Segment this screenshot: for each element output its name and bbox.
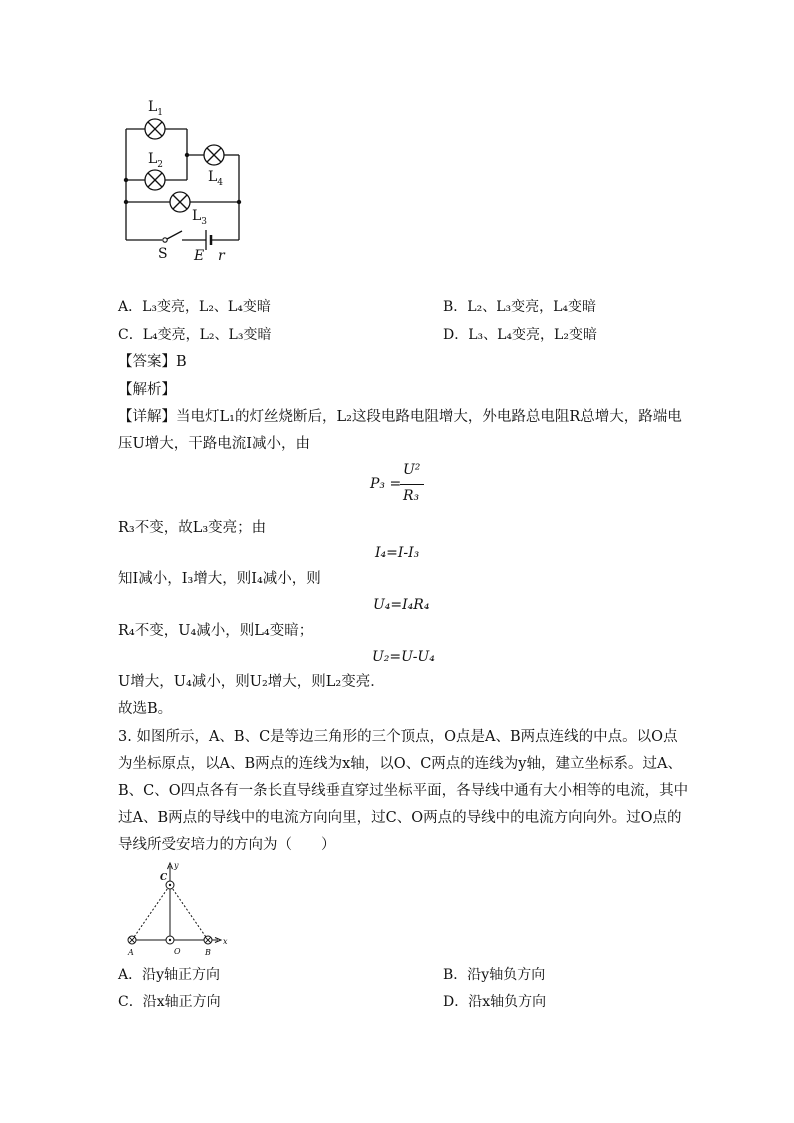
- lamp-l2-icon: [145, 170, 165, 190]
- label-l3: $L_3$: [192, 208, 208, 227]
- text-u: U增大，U₄减小，则U₂增大，则L₂变亮．: [118, 674, 385, 690]
- wire-c-out-icon: [166, 881, 174, 889]
- q2-option-b: B．L₂、L₃变亮，L₄变暗: [443, 299, 597, 315]
- label-l1: $L_1$: [148, 99, 164, 118]
- equation-u4: U₄=I₄R₄: [373, 597, 430, 613]
- circuit-diagram: [110, 92, 260, 267]
- q3-line-2: 为坐标原点，以A、B两点的连线为x轴，以O、C两点的连线为y轴，建立坐标系。过A、: [118, 756, 682, 772]
- q3-line-4: 过A、B两点的导线中的电流方向向里，过C、O两点的导线中的电流方向向外。过O点的: [118, 810, 682, 826]
- q3-option-a: A．沿y轴正方向: [118, 967, 221, 983]
- lamp-l3-icon: [170, 192, 190, 212]
- analysis-title: 【解析】: [118, 382, 176, 398]
- q2-option-a: A．L₃变亮，L₂、L₄变暗: [118, 299, 271, 315]
- label-l4: $L_4$: [208, 169, 224, 188]
- wire-a-in-icon: [128, 936, 136, 944]
- q3-option-b: B．沿y轴负方向: [443, 967, 546, 983]
- lamp-l4-icon: [204, 145, 224, 165]
- equation-u2: U₂=U-U₄: [372, 649, 435, 665]
- text-i: 知I减小，I₃增大，则I₄减小，则: [118, 571, 321, 587]
- figure-label-b: B: [205, 948, 211, 957]
- q2-option-c: C．L₄变亮，L₂、L₃变暗: [118, 327, 272, 343]
- figure-label-x: x: [223, 937, 228, 946]
- text-choice: 故选B。: [118, 701, 173, 717]
- wire-b-in-icon: [204, 936, 212, 944]
- figure-label-a: A: [128, 948, 134, 957]
- text-r3: R₃不变，故L₃变亮；由: [118, 520, 267, 536]
- label-s: S: [158, 246, 168, 262]
- q3-line-5: 导线所受安培力的方向为（ ）: [118, 837, 336, 853]
- equation-p3: [370, 462, 440, 508]
- label-l2: $L_2$: [148, 151, 164, 170]
- figure-label-y: y: [174, 861, 179, 870]
- q3-line-3: B、C、O四点各有一条长直导线垂直穿过坐标平面，各导线中通有大小相等的电流，其中: [118, 783, 689, 799]
- figure-label-c: C: [160, 873, 168, 883]
- equation-i4: I₄=I-I₃: [375, 545, 420, 561]
- answer-line: 【答案】B: [118, 354, 187, 370]
- equation-p3-lhs: P₃ =: [370, 476, 402, 492]
- equation-p3-denominator: R₃: [403, 488, 420, 504]
- lamp-l1-icon: [145, 119, 165, 139]
- q2-option-d: D．L₃、L₄变亮，L₂变暗: [443, 327, 597, 343]
- label-r: r: [218, 248, 225, 264]
- fraction-bar: [400, 484, 424, 485]
- detail-line-1: 【详解】当电灯L₁的灯丝烧断后，L₂这段电路电阻增大，外电路总电阻R总增大，路端电: [118, 409, 682, 425]
- triangle-figure: [118, 858, 238, 958]
- figure-label-o: O: [174, 947, 181, 956]
- text-r4: R₄不变，U₄减小，则L₄变暗；: [118, 623, 314, 639]
- q3-line-1: 3. 如图所示，A、B、C是等边三角形的三个顶点，O点是A、B两点连线的中点。以O点: [118, 729, 678, 745]
- detail-line-2: 压U增大，干路电流I减小，由: [118, 436, 310, 452]
- q3-option-d: D．沿x轴负方向: [443, 994, 547, 1010]
- q3-option-c: C．沿x轴正方向: [118, 994, 221, 1010]
- equation-p3-numerator: U²: [403, 462, 421, 478]
- label-e: E: [194, 248, 205, 264]
- wire-o-out-icon: [166, 936, 174, 944]
